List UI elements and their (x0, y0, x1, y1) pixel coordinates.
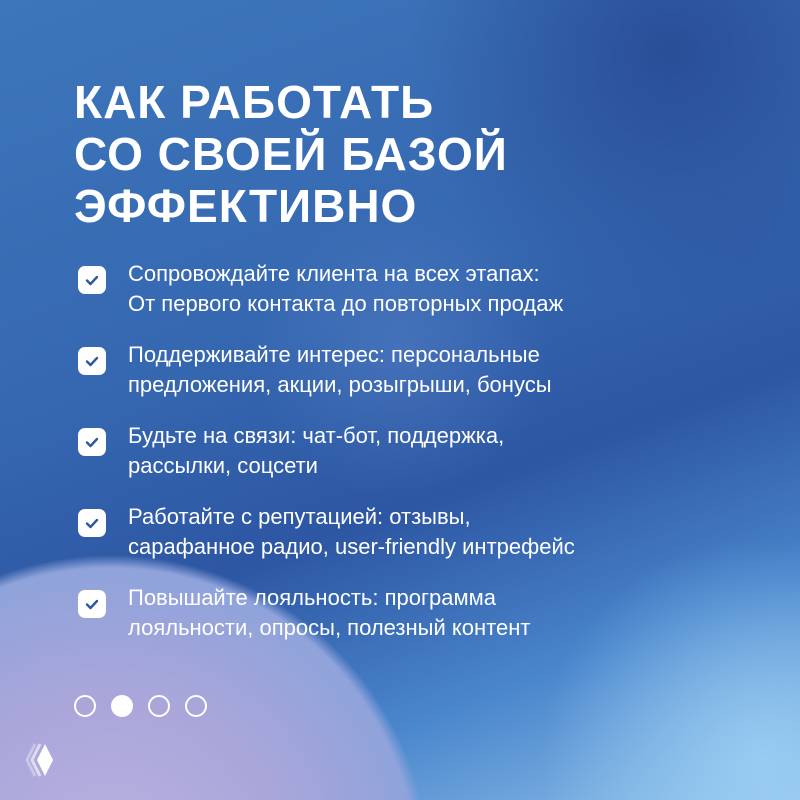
list-item (78, 583, 758, 664)
title-line: КАК РАБОТАТЬ (74, 76, 435, 128)
list-item-text (128, 259, 563, 319)
list-item-text (128, 502, 575, 562)
page-dot-4[interactable] (185, 695, 207, 717)
checkbox-checked-icon (78, 590, 106, 618)
list-item-text (128, 421, 504, 481)
text-line: рассылки, соцсети (128, 453, 318, 478)
brand-logo-icon (25, 743, 57, 782)
page-dot-2-active[interactable] (111, 695, 133, 717)
list-item (78, 340, 758, 421)
pagination-dots (74, 695, 207, 717)
checkbox-checked-icon (78, 428, 106, 456)
list-item (78, 421, 758, 502)
text-line: сарафанное радио, user-friendly интрефейс (128, 534, 575, 559)
text-line: Повышайте лояльность: программа (128, 585, 496, 610)
title-line: ЭФФЕКТИВНО (74, 180, 418, 232)
list-item (78, 502, 758, 583)
list-item-text (128, 583, 530, 643)
checkbox-checked-icon (78, 509, 106, 537)
text-line: Работайте с репутацией: отзывы, (128, 504, 471, 529)
page-dot-3[interactable] (148, 695, 170, 717)
text-line: Будьте на связи: чат-бот, поддержка, (128, 423, 505, 448)
text-line: лояльности, опросы, полезный контент (128, 615, 531, 640)
text-line: предложения, акции, розыгрыши, бонусы (128, 372, 552, 397)
text-line: От первого контакта до повторных продаж (128, 291, 564, 316)
page-dot-1[interactable] (74, 695, 96, 717)
text-line: Сопровождайте клиента на всех этапах: (128, 261, 540, 286)
page-title (74, 76, 508, 232)
checkbox-checked-icon (78, 347, 106, 375)
checkbox-checked-icon (78, 266, 106, 294)
checklist (78, 259, 758, 664)
list-item-text (128, 340, 552, 400)
text-line: Поддерживайте интерес: персональные (128, 342, 540, 367)
title-line: СО СВОЕЙ БАЗОЙ (74, 128, 508, 180)
list-item (78, 259, 758, 340)
